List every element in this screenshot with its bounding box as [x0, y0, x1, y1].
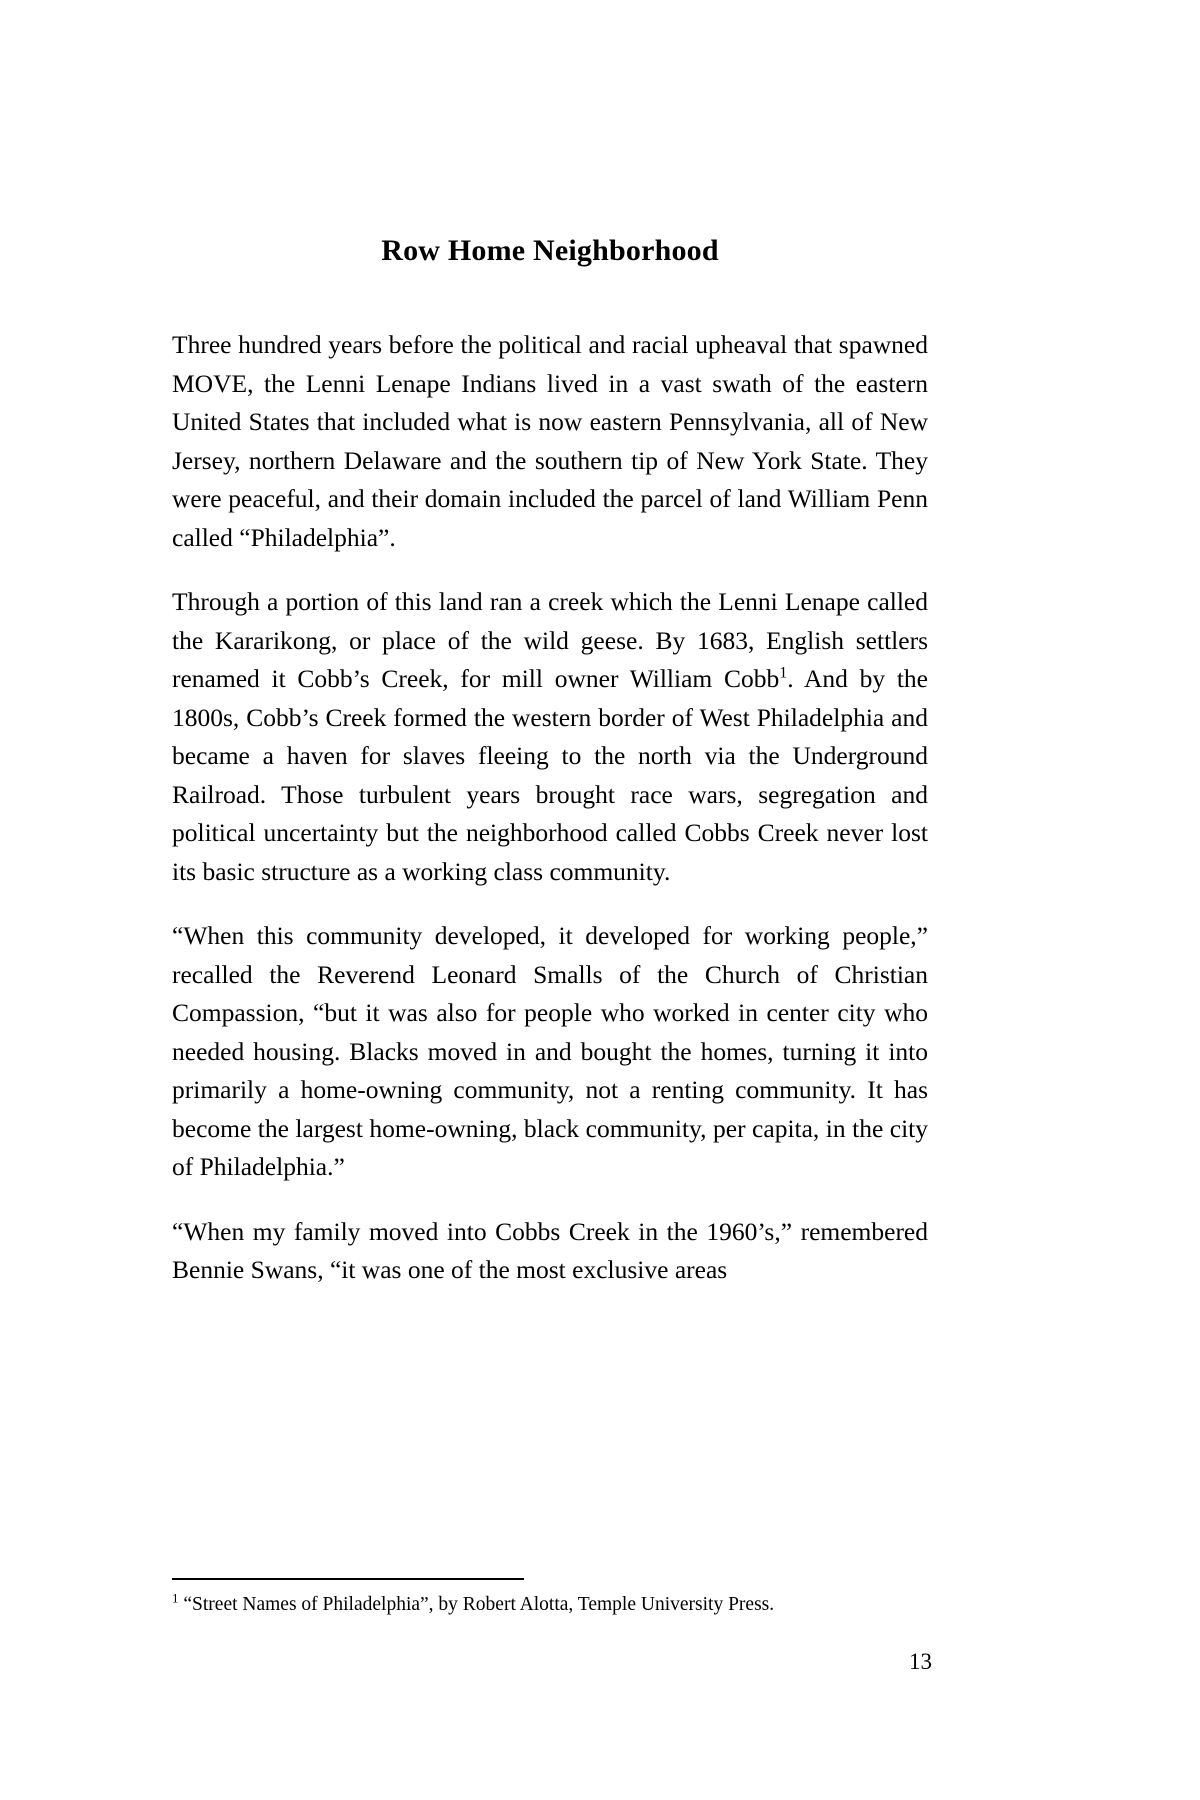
paragraph-2: [172, 583, 928, 891]
paragraph-2-text-after-footnote: . And by the 1800s, Cobb’s Creek formed the western border of West Philadelphia and became a haven for slaves fleeing to the north via the Underground Railroad. Those turbulent years brought race wars, segregation and political uncertainty but the neighborhood called Cobbs Creek never lost its basic structure as a working class community.: [172, 664, 928, 886]
paragraph-4: “When my family moved into Cobbs Creek in the 1960’s,” remembered Bennie Swans, “it was one of the most exclusive areas: [172, 1216, 928, 1284]
body-text-block: [172, 326, 928, 1290]
footnote-reference-marker[interactable]: 1: [779, 664, 788, 682]
footnote-number: 1: [172, 1590, 179, 1606]
page-title: Row Home Neighborhood: [381, 234, 719, 267]
page-content: [172, 0, 928, 1290]
paragraph-2-text-before-footnote: Through a portion of this land ran a creek which the Lenni Lenape called the Kararikong, or place of the wild geese. By 1683, English settlers renamed it Cobb’s Creek, for mill owner William Cobb: [172, 587, 928, 693]
paragraph-3: “When this community developed, it developed for working people,” recalled the Reverend Leonard Smalls of the Church of Christian Compassion, “but it was also for people who worked in center city who needed housing. Blacks moved in and bought the homes, turning it into primarily a home-owning community, not a renting community. It has become the largest home-owning, black community, per capita, in the city of Philadelphia.”: [172, 921, 928, 1181]
footnote-separator-rule: [172, 1578, 524, 1580]
page-number: 13: [909, 1649, 932, 1674]
footnote-area: [172, 1578, 932, 1618]
paragraph-1: Three hundred years before the political and racial upheaval that spawned MOVE, the Lenni Lenape Indians lived in a vast swath of the eastern United States that included what is now eastern Pennsylvania, all of New Jersey, northern Delaware and the southern tip of New York State. They were peaceful, and their domain included the parcel of land William Penn called “Philadelphia”.: [172, 330, 928, 552]
footnote-entry: [172, 1592, 932, 1618]
footnote-citation-text: “Street Names of Philadelphia”, by Robert Alotta, Temple University Press.: [183, 1594, 775, 1615]
